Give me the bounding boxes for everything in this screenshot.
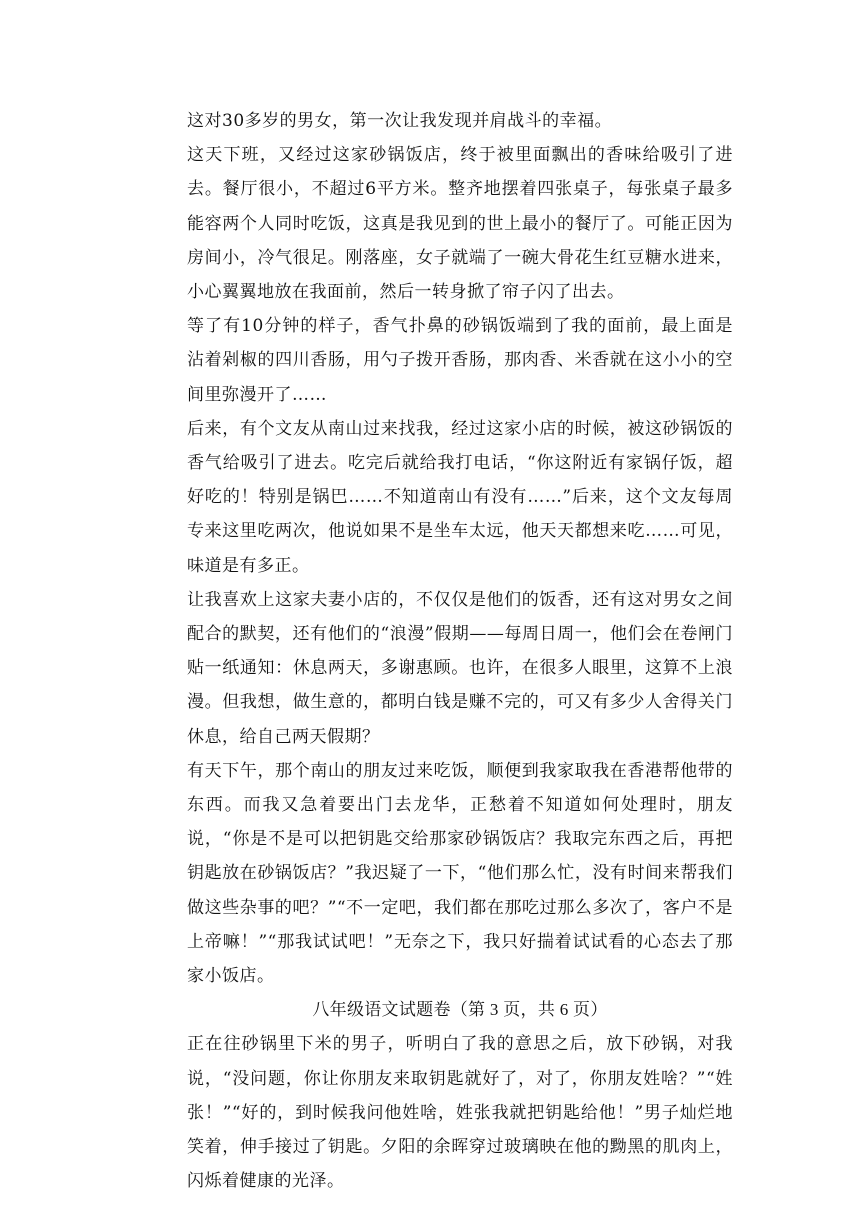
document-page <box>187 104 733 1199</box>
paragraph-5: 让我喜欢上这家夫妻小店的，不仅仅是他们的饭香，还有这对男女之间配合的默契，还有他们的“浪漫”假期——每周日周一，他们会在卷闸门贴一纸通知：休息两天，多谢惠顾。也许，在很多人眼里，这算不上浪漫。但我想，做生意的，都明白钱是赚不完的，可又有多少人舍得关门休息，给自己两天假期？ <box>187 589 733 747</box>
paragraph-2: 这天下班，又经过这家砂锅饭店，终于被里面飘出的香味给吸引了进去。餐厅很小，不超过6平方米。整齐地摆着四张桌子，每张桌子最多能容两个人同时吃饭，这真是我见到的世上最小的餐厅了。可能正因为房间小，冷气很足。刚落座，女子就端了一碗大骨花生红豆糖水进来，小心翼翼地放在我面前，然后一转身掀了帘子闪了出去。 <box>187 145 733 303</box>
page-footer: 八年级语文试题卷（第 3 页，共 6 页） <box>312 1000 608 1020</box>
paragraph-6: 有天下午，那个南山的朋友过来吃饭，顺便到我家取我在香港帮他带的东西。而我又急着要出门去龙华，正愁着不知道如何处理时，朋友说，“你是不是可以把钥匙交给那家砂锅饭店？我取完东西之后，再把钥匙放在砂锅饭店？”我迟疑了一下，“他们那么忙，没有时间来帮我们做这些杂事的吧？”“不一定吧，我们都在那吃过那么多次了，客户不是上帝嘛！”“那我试试吧！”无奈之下，我只好揣着试试看的心态去了那家小饭店。 <box>187 760 733 987</box>
paragraph-7: 正在往砂锅里下米的男子，听明白了我的意思之后，放下砂锅，对我说，“没问题，你让你朋友来取钥匙就好了，对了，你朋友姓啥？”“姓张！”“好的，到时候我问他姓啥，姓张我就把钥匙给他！”男子灿烂地笑着，伸手接过了钥匙。夕阳的余晖穿过玻璃映在他的黝黑的肌肉上，闪烁着健康的光泽。 <box>187 1034 733 1192</box>
paragraph-4: 后来，有个文友从南山过来找我，经过这家小店的时候，被这砂锅饭的香气给吸引了进去。吃完后就给我打电话，“你这附近有家锅仔饭，超好吃的！特别是锅巴……不知道南山有没有……”后来，这个文友每周专来这里吃两次，他说如果不是坐车太远，他天天都想来吃……可见，味道是有多正。 <box>187 418 733 576</box>
paragraph-1: 这对30多岁的男女，第一次让我发现并肩战斗的幸福。 <box>187 111 613 131</box>
paragraph-3: 等了有10分钟的样子，香气扑鼻的砂锅饭端到了我的面前，最上面是沾着剁椒的四川香肠，用勺子拨开香肠，那肉香、米香就在这小小的空间里弥漫开了…… <box>187 316 733 405</box>
